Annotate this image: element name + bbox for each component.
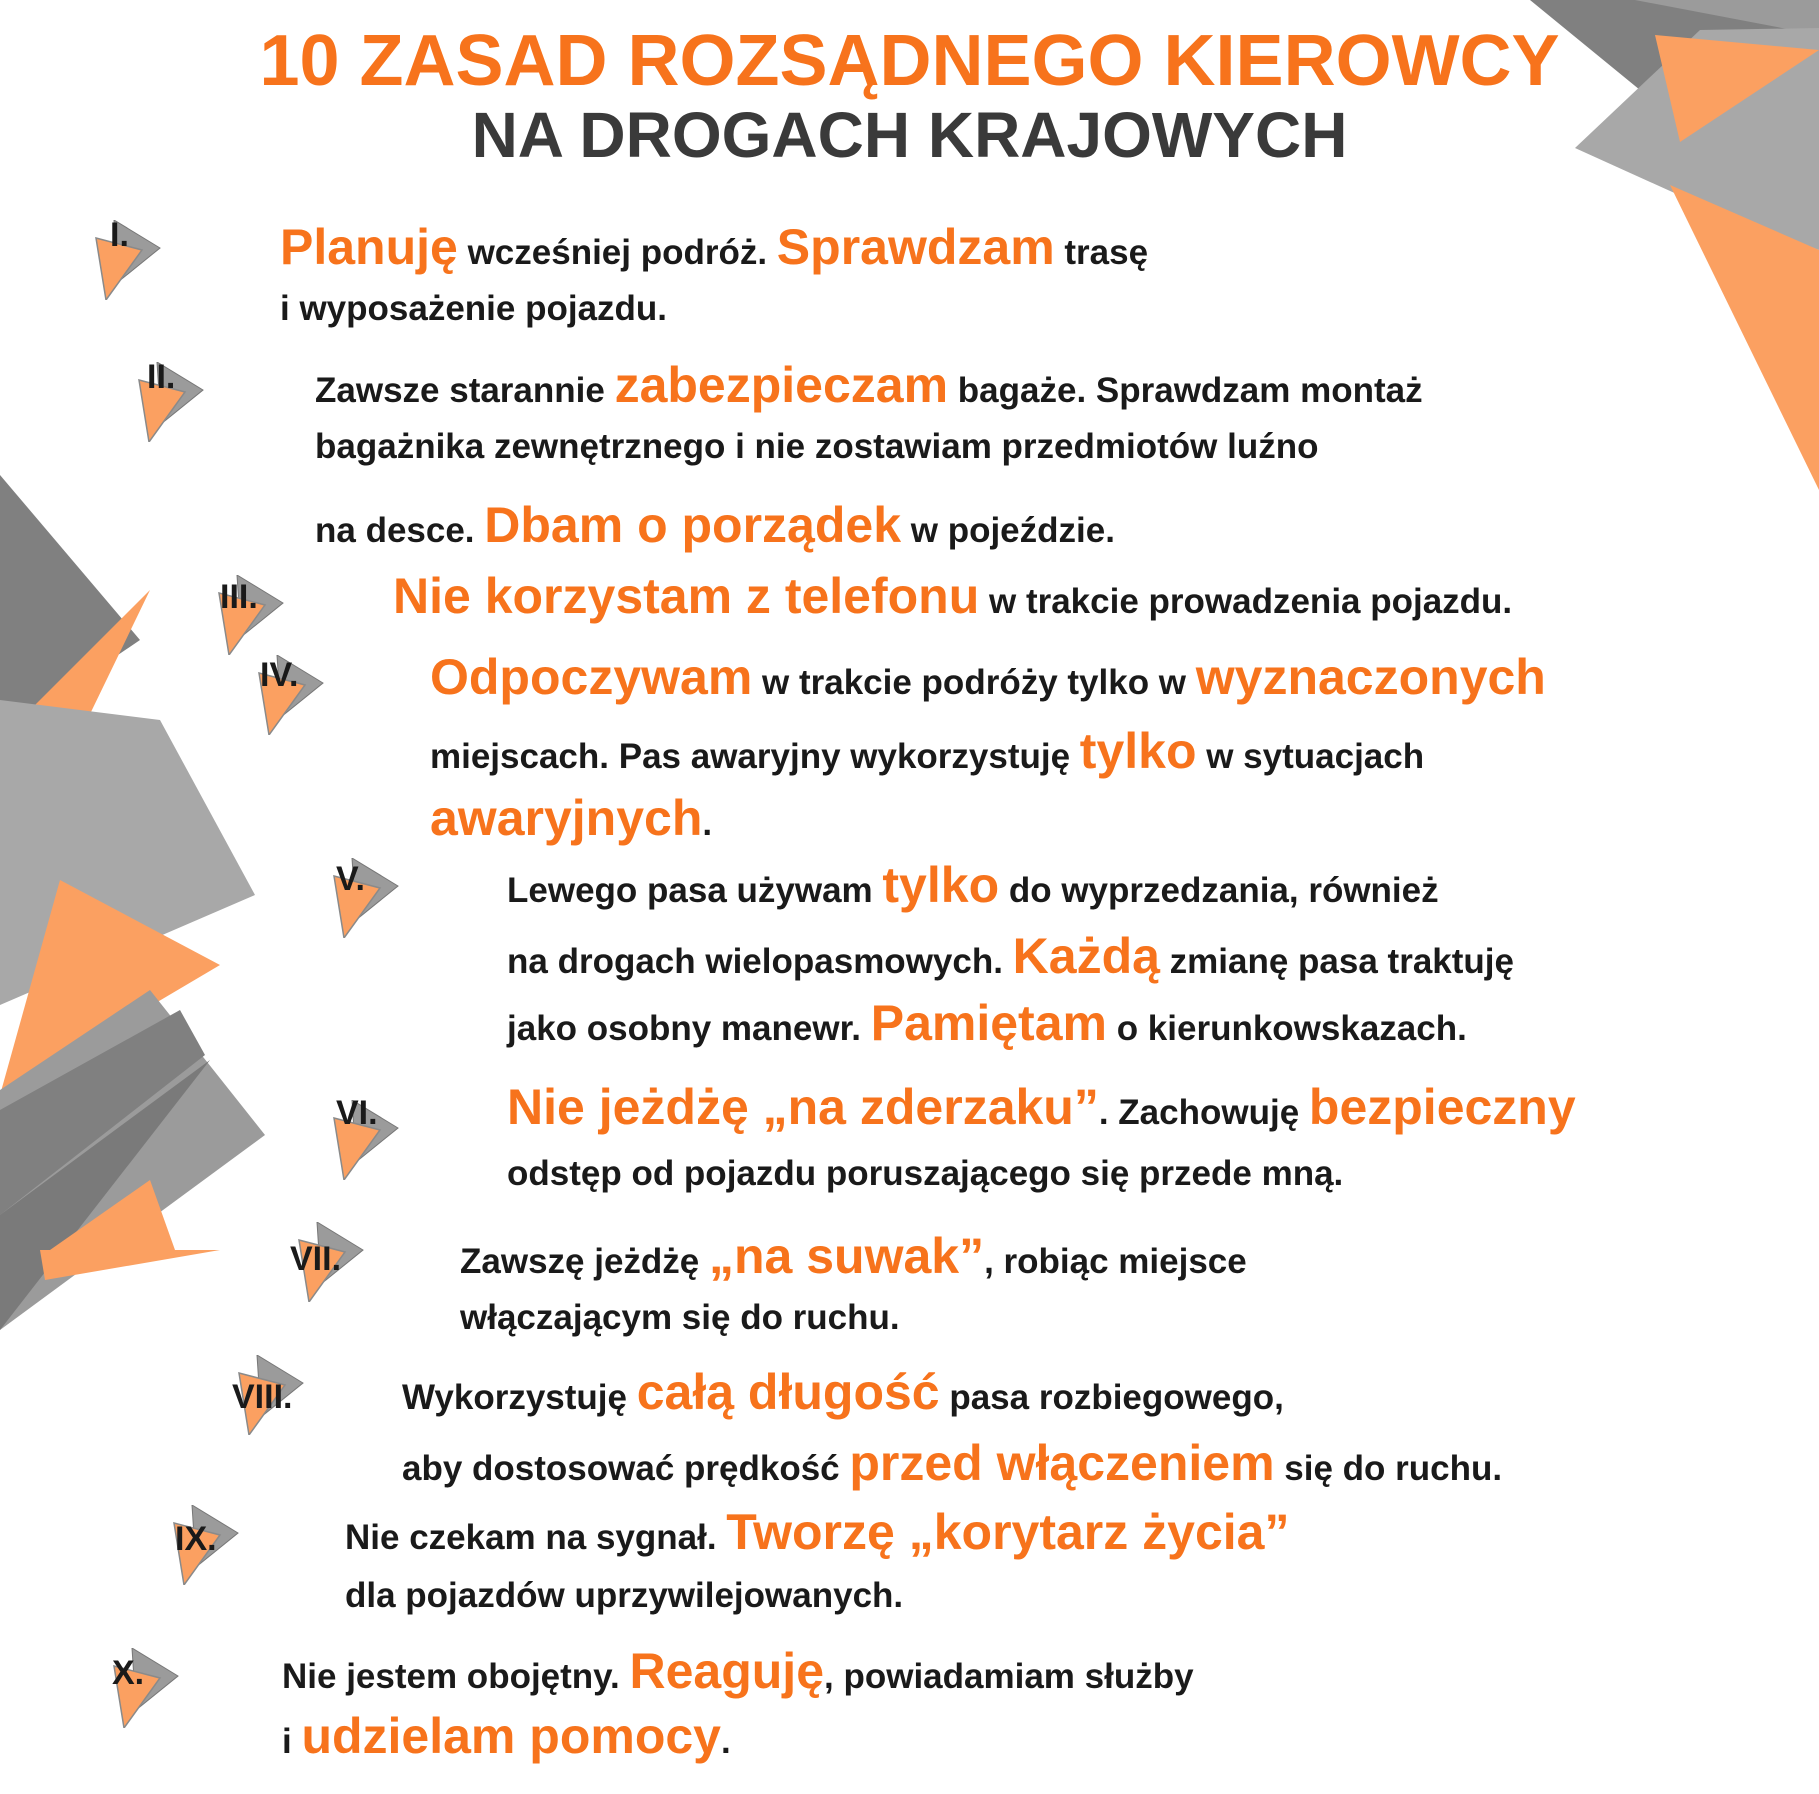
rule-text: i <box>282 1722 302 1761</box>
rule-numeral: IV. <box>260 656 299 694</box>
highlighted-text: bezpieczny <box>1308 1079 1576 1135</box>
rule-text: odstęp od pojazdu poruszającego się przede mną. <box>507 1154 1344 1193</box>
rule-text-line <box>282 1707 731 1765</box>
rule-text: Zawszę jeżdżę <box>460 1242 709 1281</box>
rule-numeral: II. <box>147 358 176 396</box>
rule-text-line <box>280 289 667 329</box>
rule-text-line <box>402 1363 1284 1421</box>
rule-numeral: X. <box>112 1654 145 1692</box>
rule-text-line <box>345 1503 1289 1561</box>
rule-text-line <box>507 1154 1343 1194</box>
highlighted-text: zabezpieczam <box>614 357 949 413</box>
rule-text: jako osobny manewr. <box>507 1009 871 1048</box>
rule-text: w sytuacjach <box>1196 737 1425 776</box>
highlighted-text: Odpoczywam <box>430 649 753 705</box>
rule-text-line <box>315 496 1115 554</box>
page-title: 10 ZASAD ROZSĄDNEGO KIEROWCY <box>259 21 1560 101</box>
highlighted-text: Nie jeżdżę „na zderzaku” <box>507 1079 1099 1135</box>
rule-text: na drogach wielopasmowych. <box>507 942 1013 981</box>
rule-text-line <box>507 994 1467 1052</box>
highlighted-text: Nie korzystam z telefonu <box>393 568 980 624</box>
rule-text: Zawsze starannie <box>315 371 615 410</box>
rule-numeral: VI. <box>336 1094 378 1132</box>
decor-triangle <box>40 1250 220 1280</box>
page-subtitle: NA DROGACH KRAJOWYCH <box>471 99 1348 171</box>
rule-text-line <box>460 1298 900 1338</box>
rule-text-line <box>460 1227 1247 1285</box>
highlighted-text: udzielam pomocy <box>301 1708 721 1764</box>
rule-numeral: IX. <box>175 1520 217 1558</box>
highlighted-text: tylko <box>1079 723 1197 779</box>
rule-text-line <box>507 927 1514 985</box>
rule-numeral: V. <box>336 860 366 898</box>
highlighted-text: awaryjnych <box>430 790 703 846</box>
highlighted-text: wyznaczonych <box>1195 649 1546 705</box>
rule-text: aby dostosować prędkość <box>402 1449 850 1488</box>
rule-text: . <box>720 1722 731 1761</box>
highlighted-text: Sprawdzam <box>776 219 1055 275</box>
highlighted-text: Pamiętam <box>870 995 1107 1051</box>
rule-text-line <box>430 722 1424 780</box>
rule-text: wcześniej podróż. <box>457 233 777 272</box>
highlighted-text: Reaguję <box>629 1643 825 1699</box>
rule-text: miejscach. Pas awaryjny wykorzystuję <box>430 737 1080 776</box>
rule-text: . <box>702 804 713 843</box>
rule-text-line <box>345 1576 903 1616</box>
rule-numeral: III. <box>220 578 258 616</box>
rule-text: na desce. <box>315 511 485 550</box>
rule-text: w pojeździe. <box>901 511 1115 550</box>
rule-text-line <box>315 427 1318 467</box>
highlighted-text: przed włączeniem <box>849 1435 1275 1491</box>
rule-text-line <box>393 567 1512 625</box>
rule-text: bagaże. Sprawdzam montaż <box>948 371 1423 410</box>
rule-text-line <box>507 856 1439 914</box>
highlighted-text: Dbam o porządek <box>484 497 902 553</box>
highlighted-text: tylko <box>882 857 1000 913</box>
rule-text: bagażnika zewnętrznego i nie zostawiam przedmiotów luźno <box>315 427 1319 466</box>
rule-text: Lewego pasa używam <box>507 871 883 910</box>
rule-text-line <box>402 1434 1502 1492</box>
rule-text-line <box>315 356 1423 414</box>
rule-text: Wykorzystuję <box>402 1378 637 1417</box>
rule-numeral: VII. <box>290 1240 342 1278</box>
rule-text-line <box>280 218 1148 276</box>
rule-text: i wyposażenie pojazdu. <box>280 289 668 328</box>
rule-text: się do ruchu. <box>1274 1449 1503 1488</box>
rule-text: dla pojazdów uprzywilejowanych. <box>345 1576 904 1615</box>
rule-text: pasa rozbiegowego, <box>939 1378 1284 1417</box>
rule-text-line <box>430 789 712 847</box>
rule-text: włączającym się do ruchu. <box>460 1298 900 1337</box>
rule-text: , robiąc miejsce <box>984 1242 1247 1281</box>
rule-text: trasę <box>1054 233 1149 272</box>
highlighted-text: całą długość <box>636 1364 940 1420</box>
rule-text: , powiadamiam służby <box>824 1657 1194 1696</box>
rule-text-line <box>430 648 1546 706</box>
rule-text-line <box>507 1078 1576 1136</box>
rule-text-line <box>282 1642 1194 1700</box>
highlighted-text: „na suwak” <box>708 1228 985 1284</box>
rule-text: Nie jestem obojętny. <box>282 1657 630 1696</box>
highlighted-text: Planuję <box>280 219 458 275</box>
rule-text: . Zachowuję <box>1098 1093 1309 1132</box>
rule-text: w trakcie prowadzenia pojazdu. <box>979 582 1513 621</box>
rule-text: o kierunkowskazach. <box>1106 1009 1467 1048</box>
rule-text: w trakcie podróży tylko w <box>752 663 1196 702</box>
rule-numeral: I. <box>110 216 129 254</box>
highlighted-text: Każdą <box>1012 928 1160 984</box>
rule-numeral: VIII. <box>232 1378 293 1416</box>
rule-text: do wyprzedzania, również <box>999 871 1439 910</box>
highlighted-text: Tworzę „korytarz życia” <box>726 1504 1290 1560</box>
rule-text: Nie czekam na sygnał. <box>345 1518 727 1557</box>
rule-text: zmianę pasa traktuję <box>1159 942 1514 981</box>
